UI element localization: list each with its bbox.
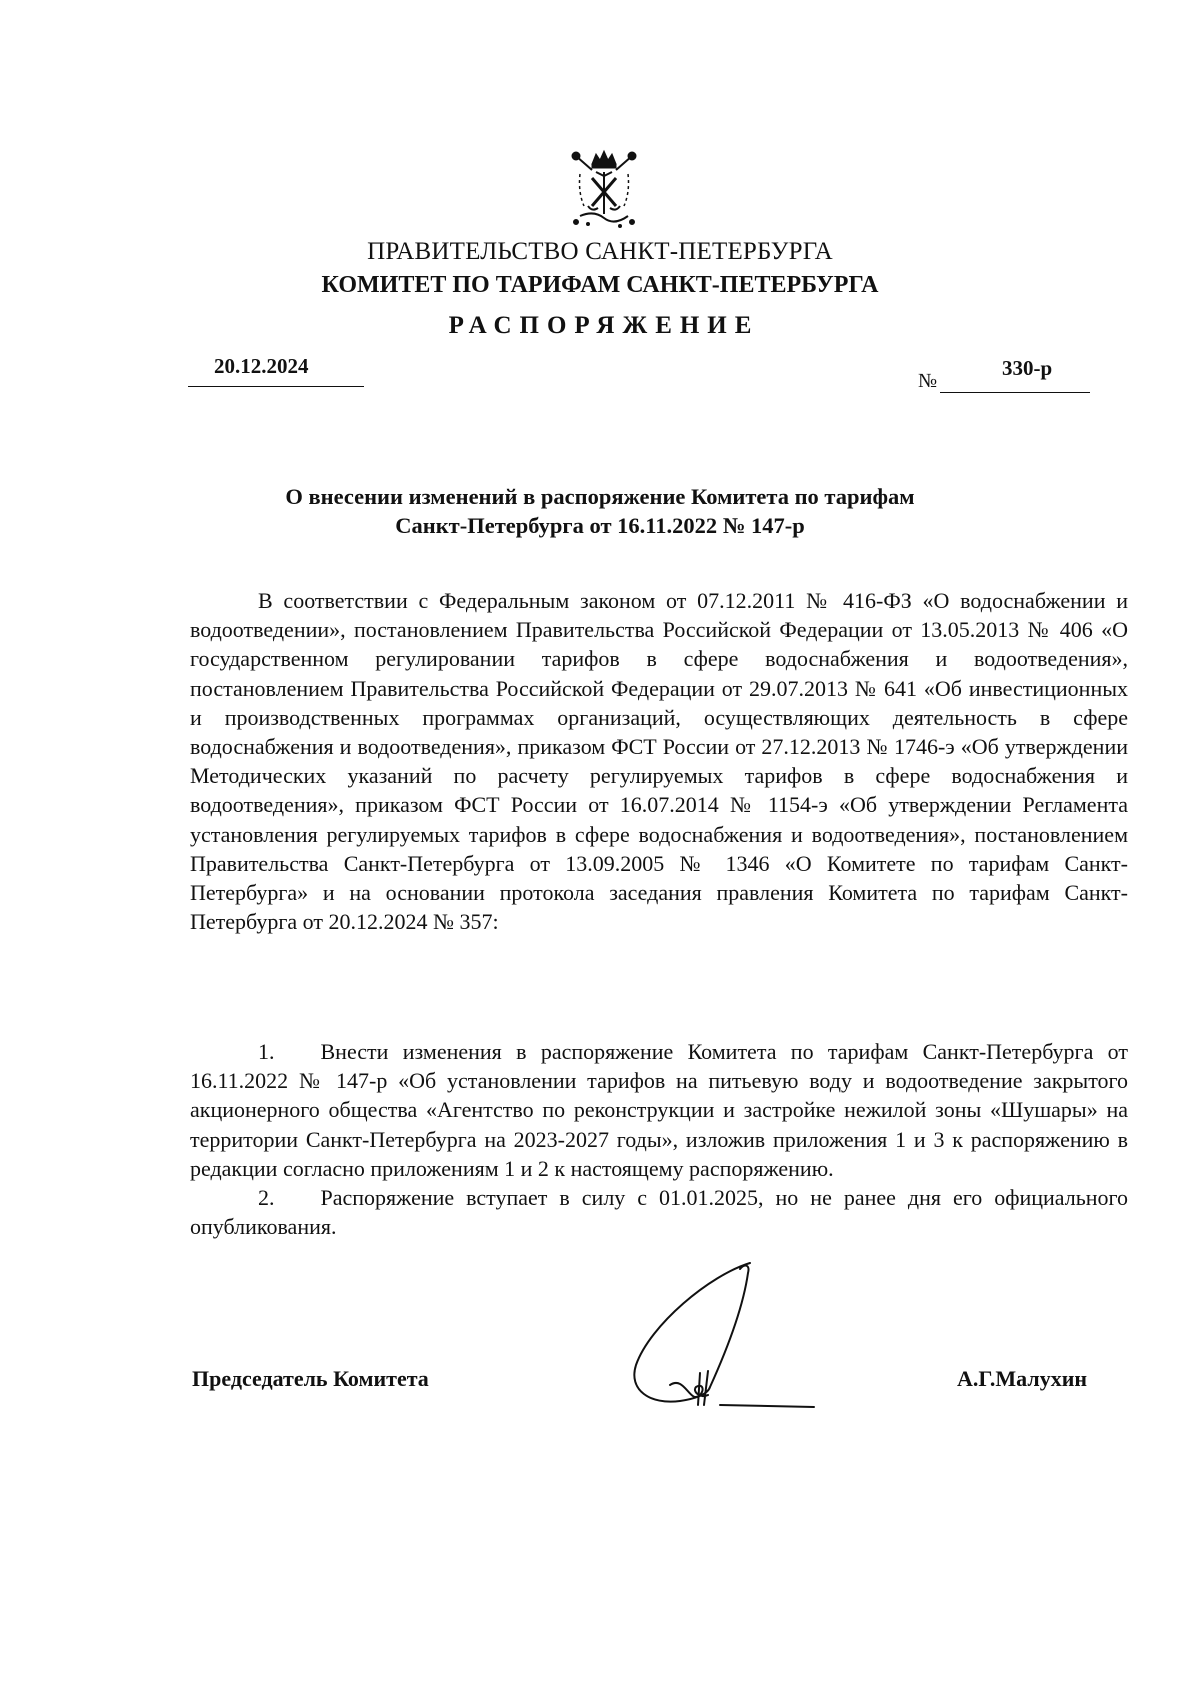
document-type: РАСПОРЯЖЕНИЕ [448, 312, 760, 339]
signatory-position: Председатель Комитета [192, 1366, 429, 1391]
number-underline [940, 392, 1090, 393]
preamble-paragraph: В соответствии с Федеральным законом от 07.12.2011 № 416-ФЗ «О водоснабжении и водоотведении», постановлением Правительства Российской Федерации от 13.05.2013 № 406 «О государственном регулировании тарифов в сфере водоснабжения и водоотведения», постановлением Правительства Российской Федерации от 29.07.2013 № 641 «Об инвестиционных и производственных программах организаций, осуществляющих деятельность в сфере водоснабжения и водоотведения», приказом ФСТ России от 27.12.2013 № 1746-э «Об утверждении Методических указаний по расчету регулируемых тарифов в сфере водоснабжения и водоотведения», приказом ФСТ России от 16.07.2014 № 1154-э «Об утверждении Регламента установления регулируемых тарифов в сфере водоснабжения и водоотведения», постановлением Правительства Санкт-Петербурга от 13.09.2005 № 1346 «О Комитете по тарифам Санкт-Петербурга» и на основании протокола заседания правления Комитета по тарифам Санкт-Петербурга от 20.12.2024 № 357: [190, 588, 1128, 935]
signatory-name: А.Г.Малухин [957, 1366, 1088, 1391]
item-1-text: Внести изменения в распоряжение Комитета по тарифам Санкт-Петербурга от 16.11.2022 № 147-р «Об установлении тарифов на питьевую воду и водоотведение закрытого акционерного общества «Агентство по реконструкции и застройке нежилой зоны «Шушары» на территории Санкт-Петербурга на 2023-2027 годы», изложив приложения 1 и 3 к распоряжению в редакции согласно приложениям 1 и 2 к настоящему распоряжению. [190, 1039, 1128, 1181]
coat-of-arms-icon [566, 148, 642, 234]
handwritten-signature [630, 1255, 820, 1425]
preamble-section [190, 586, 1128, 936]
government-header: ПРАВИТЕЛЬСТВО САНКТ-ПЕТЕРБУРГА [367, 238, 833, 265]
number-label: № [918, 370, 938, 392]
document-number: 330-р [1002, 356, 1053, 380]
item-2-text: Распоряжение вступает в силу с 01.01.2025, но не ранее дня его официального опубликования. [190, 1185, 1128, 1240]
date-underline [188, 386, 364, 387]
title-line-1: О внесении изменений в распоряжение Комитета по тарифам [285, 484, 915, 509]
item-1-paragraph [190, 1037, 1128, 1183]
item-2-number: 2. [258, 1185, 275, 1211]
document-title [0, 482, 1200, 540]
committee-header: КОМИТЕТ ПО ТАРИФАМ САНКТ-ПЕТЕРБУРГА [321, 272, 879, 298]
document-date: 20.12.2024 [214, 354, 309, 378]
item-1-number: 1. [258, 1039, 275, 1064]
item-1-section [190, 1037, 1128, 1241]
title-line-2: Санкт-Петербурга от 16.11.2022 № 147-р [395, 513, 805, 538]
item-2-paragraph [190, 1183, 1128, 1241]
